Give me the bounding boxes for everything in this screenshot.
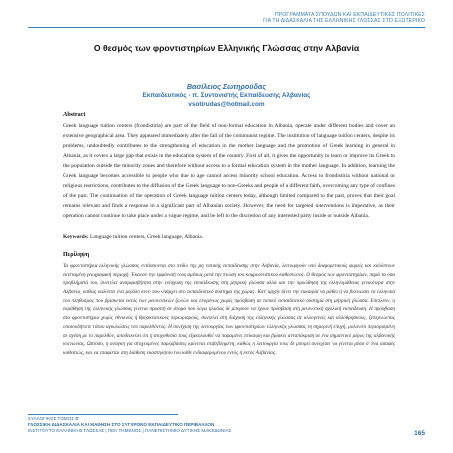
abstract-heading: Abstract	[63, 112, 86, 118]
footer	[28, 416, 231, 433]
summary-heading: Περίληψη	[63, 252, 90, 258]
running-header-line1: ΠΡΟΓΡΑΜΜΑΤΑ ΣΠΟΥΔΩΝ ΚΑΙ ΕΚΠΑΙΔΕΥΤΙΚΕΣ ΠΟΛΙΤΙΚΕΣ	[274, 12, 425, 18]
keywords-text: Language tuition centers, Greek language, Albania.	[90, 234, 204, 240]
footer-line1: ΣΥΛΛΟΓΙΚΟΣ ΤΟΜΟΣ Β'	[28, 416, 80, 421]
author-affiliation: Εκπαιδευτικός - π. Συντονιστής Εκπαίδευσης Αλβανίας	[142, 92, 311, 99]
summary-text: Τα φροντιστήρια ελληνικής γλώσσας εντάσσονται στο πεδίο της μη τυπικής εκπαίδευσης στην Αλβανία, λειτουργούν υπό διαφορετικούς φορείς και καλύπτουν εκτεταμένη γεωγραφική περιοχή. Έκαναν την εμφάνισή τους αμέσως μετά την πτώση του κομμουνιστικού καθεστώτος. Ο θεσμός των φροντιστηρίων, παρά τα όσα προβλήματά του, συντελεί αναμφισβήτητα στην ενίσχυση της εκπαίδευσης στη μητρική γλώσσα αλλά και την προώθηση της ελληνομάθειας γενικότερα στην Αλβανία, καθώς καλύπτει ένα μεγάλο κενό που υπάρχει στο εκπαιδευτικό σύστημα της χώρας. Κατ' αρχήν δίνει την ευκαιρία να μάθει ή να βελτιώσει τα ελληνικά του πληθυσμός που βρίσκεται εκτός των μειονοτικών ζωνών και επομένως χωρίς πρόσβαση σε τυπικό εκπαιδευτικό σύστημα στη μητρική γλώσσα. Επιπλέον, η εκμάθηση της ελληνικής γλώσσας γίνεται προσιτή σε άτομα που λόγω ηλικίας δε μπορούν να έχουν πρόσβαση στη μειονοτική σχολική εκπαίδευση. Η πρόσβαση στα φροντιστήρια χωρίς εθνικούς ή θρησκευτικούς περιορισμούς, συντελεί στη διάχυση της ελληνικής γλώσσας σε αλλογενείς και αλλόθρησκους, ξεπερνώντας οποιουδήποτε τύπου αγκυλώσεις του παρελθόντος. Η συνέχιση της λειτουργίας των φροντιστηρίων ελληνικής γλώσσας τη σημερινή εποχή, μολονότι περιορισμένη σε σχέση με το παρελθόν, αποδεικνύει ότι η στοχοθεσία τους εξακολουθεί να παραμένει επίκαιρη και βρίσκει ανταπόκριση σε ένα σημαντικό μέρος της αλβανικής κοινωνίας. Ωστόσο, η ανάγκη για στοχευμένες παρεμβάσεις κρίνεται επιβεβλημένη, καθώς η λειτουργία τους δε μπορεί συνεχίσει να γίνεται μέσα σ' ένα ασαφές καθεστώς, και να επαφίεται στη διάθεση εκαστηλήτου του κάθε ενδιαφερομένου εντός ή εκτός Αλβανίας.	[63, 263, 395, 356]
footer-line3: ΙΝΣΤΙΤΟΥΤΟ ΕΛΛΗΝΙΚΗΣ ΓΛΩΣΣΑΣ | ΠΕΚ ΤΗΜΕΝΟΣ | ΠΑΝΕΠΙΣΤΗΜΙΟ ΔΥΤΙΚΗΣ ΜΑΚΕΔΟΝΙΑΣ	[28, 427, 232, 433]
keywords-label: Keywords:	[63, 234, 89, 240]
author-email: vsotirudas@hotmail.com	[188, 101, 265, 108]
header-divider	[28, 27, 425, 28]
running-header-line2: ΓΙΑ ΤΗ ΔΙΔΑΣΚΑΛΙΑ ΤΗΣ ΕΛΛΗΝΙΚΗΣ ΓΛΩΣΣΑΣ ΣΤΟ ΕΞΩΤΕΡΙΚΟ	[263, 18, 425, 25]
abstract-text: Greek language tuition centers (frondistiria) are part of the field of non-formal education in Albania, operate under different bodies and cover an extensive geographical area. They appeared immediately after the fall of the communist regime. The institution of language tuition centers, despite its problems, undoubtedly contributes to the strengthening of education in the mother language and the promotion of Greek learning in general in Albania, as it covers a large gap that exists in the education system of the country. First of all, it gives the opportunity to learn or improve its Greek to the population outside the minority zones and therefore without access to a formal education system in the mother language. In addition, learning the Greek language becomes accessible to people who due to age cannot access minority school education. Access to frondistiria without national or religious restrictions, contributes to the diffusion of the Greek language to non-Greeks and people of a different faith, overcoming any type of confines of the past. The continuation of the operation of Greek language tuition centers today, although limited compared to the past, proves that their goal remains relevant and finds a response in a significant part of Albanian society. However, the need for targeted interventions is imperative, as their operation cannot continue to take place under a vague regime, and be left to the discretion of any interested party inside or outside Albania.	[63, 123, 395, 219]
keywords	[63, 234, 395, 240]
running-header	[263, 12, 425, 25]
author-block	[0, 82, 453, 109]
paper-title: Ο θεσμός των φροντιστηρίων Ελληνικής Γλώσσας στην Αλβανία	[93, 43, 360, 53]
footer-line2: ΓΛΩΣΣΙΚΗ ΔΙΔΑΣΚΑΛΙΑ ΚΑΙ ΜΑΘΗΣΗ ΣΤΟ ΣΥΓΧΡΟΝΟ ΕΚΠΑΙΔΕΥΤΙΚΟ ΠΕΡΙΒΑΛΛΟΝ	[28, 421, 215, 427]
footer-divider	[28, 414, 178, 415]
author-name: Βασίλειος Σωτηρούδας	[186, 82, 267, 91]
page-number: 165	[414, 430, 425, 437]
